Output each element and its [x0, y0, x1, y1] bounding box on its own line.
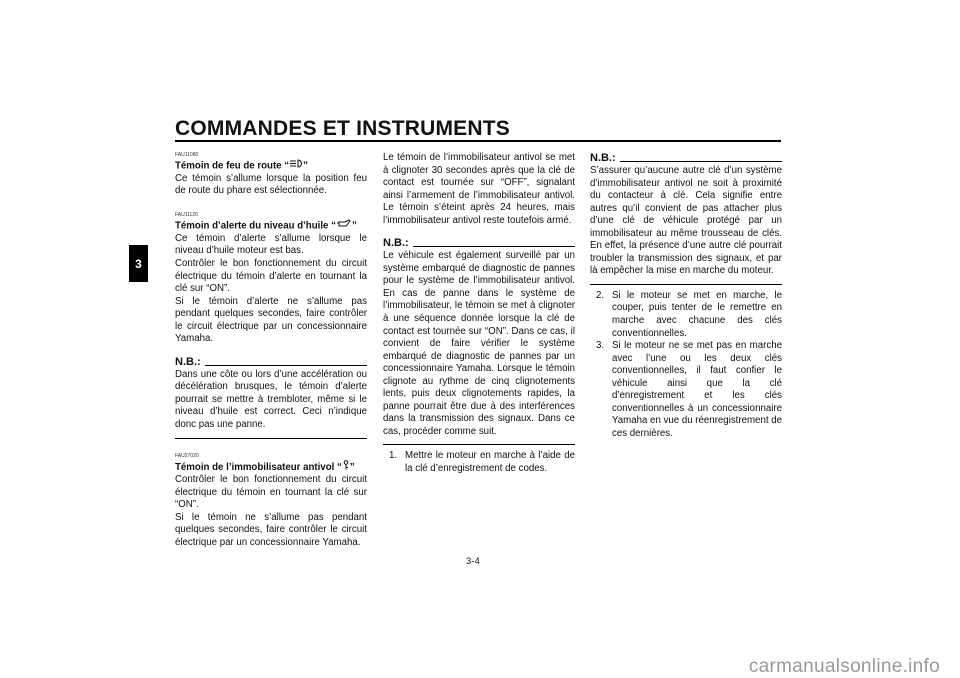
high-beam-text: Ce témoin s’allume lorsque la position feu de route du phare est sélectionnée. — [175, 172, 367, 197]
ref-code: FAU11120 — [175, 211, 198, 218]
page-number: 3-4 — [466, 556, 480, 567]
note-heading: N.B.: — [383, 237, 575, 249]
note-text: Le véhicule est également surveillé par un système embarqué de diagnostic de pannes pour le système de l’immobilisateur antivol. En cas de panne dans le système de l’immobilisateur, le témoin se met à clignoter à une séquence donnée lorsque la clé de contact est tournée sur “ON”. Dans ce cas, il convient de faire vérifier le système embarqué de diagnostic de pannes par un concessionnaire Yamaha. Lorsque le témoin clignote au rythme de cinq clignotements lents, puis deux clignotements rapides, la panne pourrait être due à des interférences dans la transmission des signaux. Dans ce cas, procéder comme suit. — [383, 250, 575, 437]
oil-text-1: Ce témoin d’alerte s’allume lorsque le niveau d’huile moteur est bas. — [175, 232, 367, 257]
note-heading: N.B.: — [175, 356, 367, 368]
key-icon — [342, 460, 350, 475]
list-item: 3. Si le moteur ne se met pas en marche avec l’une ou les deux clés conventionnelles, il faut confier le véhicule ainsi que la clé d’enregistrement et les clés conventionnelles à un concessionnaire Yamaha en vue du réenregistrement de ces dernières. — [596, 340, 782, 439]
page-title: COMMANDES ET INSTRUMENTS — [175, 117, 510, 140]
note-text: S’assurer qu’aucune autre clé d’un système d’immobilisateur antivol ne soit à proximité du contacteur à clé. Cela signifie entre autres qu’il convient de pas attacher plus d’une clé de véhicule protégé par un immobilisateur au même trousseau de clés. En effet, la présence d’une autre clé pourrait troubler la transmission des signaux, et par là empêcher la mise en marche du moteur. — [590, 165, 782, 277]
oil-can-icon — [336, 219, 352, 233]
list-item: 2. Si le moteur se met en marche, le couper, puis tenter de le remettre en marche avec chacune des clés conventionnelles. — [596, 289, 782, 339]
immobilizer-text-2: Si le témoin ne s’allume pas pendant quelques secondes, faire contrôler le circuit électrique par un concessionnaire Yamaha. — [175, 511, 367, 548]
column-1 — [175, 152, 367, 549]
note-heading: N.B.: — [590, 152, 782, 164]
footer-watermark: carmanualsonline.info — [748, 656, 940, 677]
column-3 — [590, 152, 782, 440]
note-text: Dans une côte ou lors d’une accélération ou décélération brusques, le témoin d’alerte pourrait se mettre à trembloter, même si le niveau d’huile est correct. Ceci n’indique donc pas une panne. — [175, 368, 367, 430]
high-beam-icon — [289, 159, 303, 173]
ref-code: FAU11080 — [175, 152, 199, 158]
immobilizer-text-1: Contrôler le bon fonctionnement du circuit électrique du témoin en tournant la clé sur “ON”. — [175, 474, 367, 511]
ref-code: FAU27020 — [175, 452, 199, 459]
title-rule — [175, 140, 781, 142]
steps-list — [590, 290, 782, 441]
oil-text-2: Contrôler le bon fonctionnement du circuit électrique du témoin d’alerte en tournant la clé sur “ON”. — [175, 257, 367, 295]
note-end-rule — [175, 438, 367, 439]
section-heading-immobilizer: Témoin de l’immobilisateur antivol “ ” — [175, 461, 355, 473]
chapter-tab: 3 — [129, 245, 148, 282]
immobilizer-text-3: Le témoin de l’immobilisateur antivol se met à clignoter 30 secondes après que la clé de contact est tournée sur “OFF”, signalant ainsi l’armement de l’immobilisateur antivol. Le témoin s’éteint après 24 heures, mais l’immobilisateur antivol reste toutefois armé. — [383, 152, 575, 226]
list-item: 1. Mettre le moteur en marche à l’aide de la clé d’enregistrement de codes. — [389, 450, 575, 475]
section-heading-high-beam: Témoin de feu de route “ ” — [175, 160, 308, 172]
column-2 — [383, 152, 575, 476]
section-heading-oil-level: Témoin d’alerte du niveau d’huile “ ” — [175, 220, 357, 232]
note-end-rule — [590, 284, 782, 285]
oil-text-3: Si le témoin d’alerte ne s’allume pas pendant quelques secondes, faire contrôler le circuit électrique par un concessionnaire Yamaha. — [175, 295, 367, 345]
note-end-rule — [383, 444, 575, 445]
steps-list — [383, 450, 575, 475]
